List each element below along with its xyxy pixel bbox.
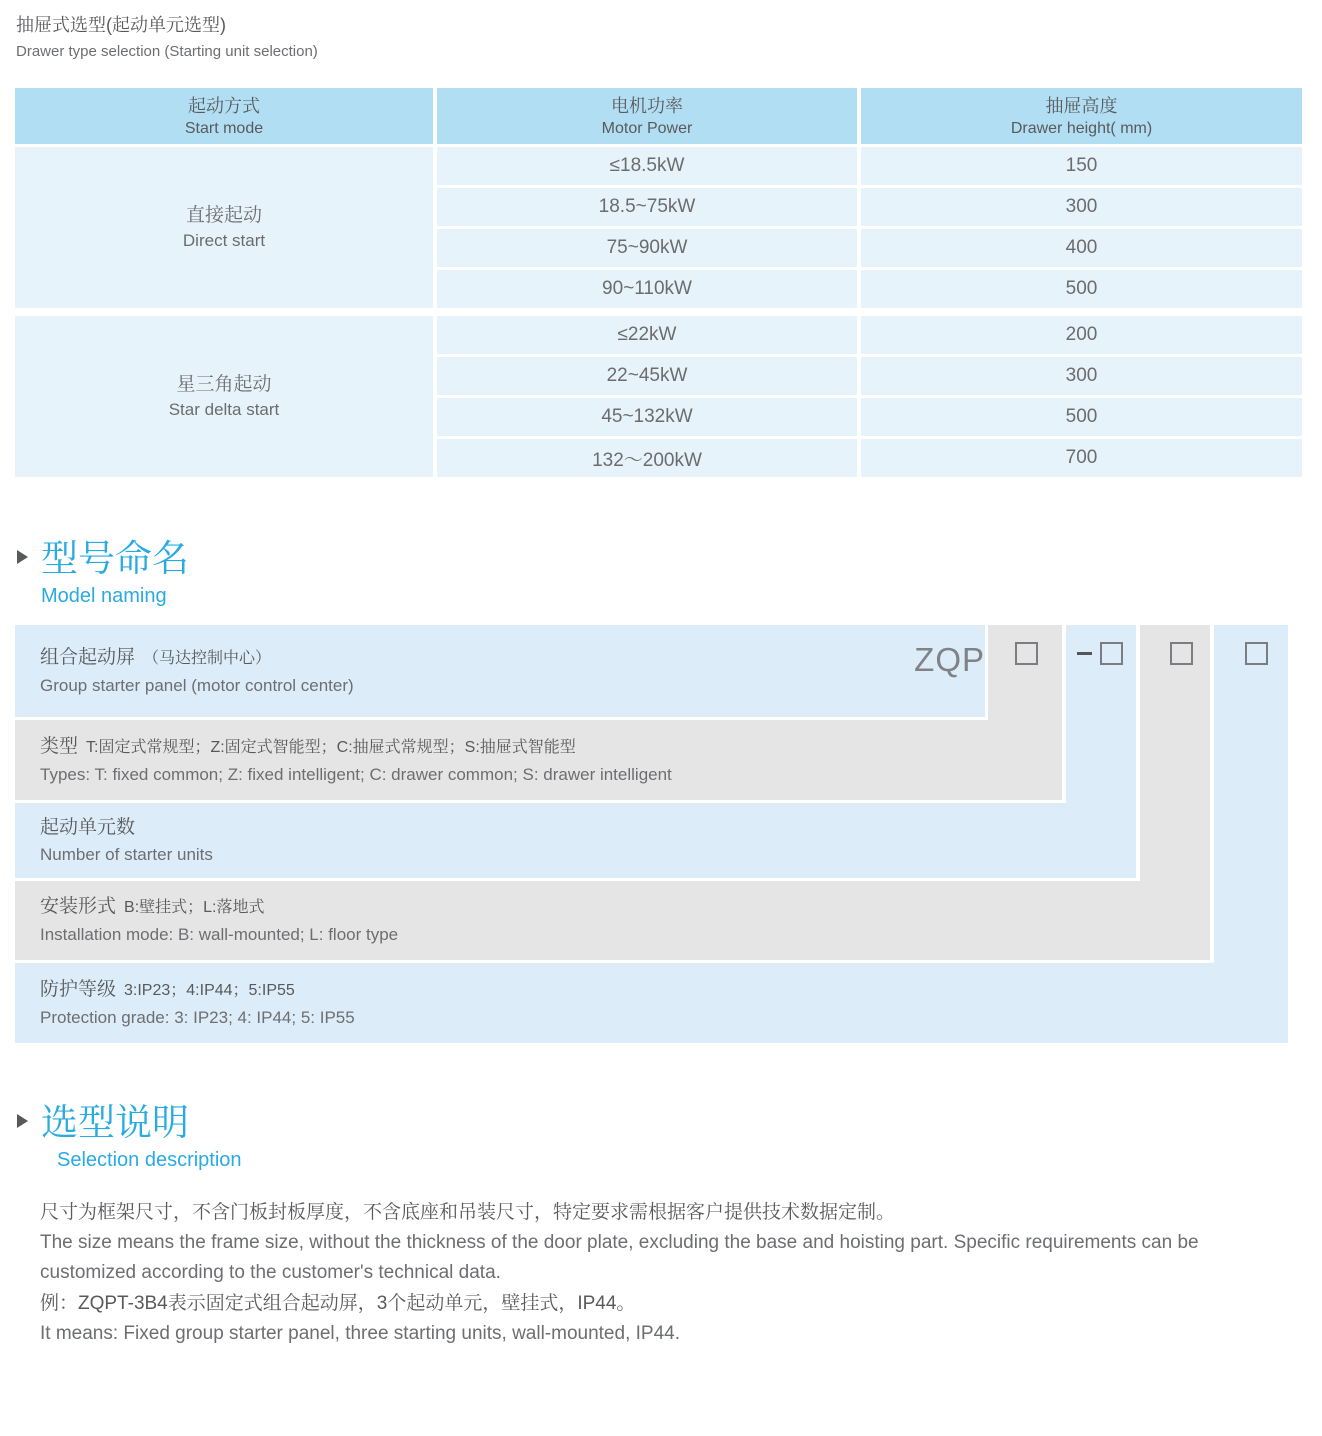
model-naming-heading [17,537,1322,609]
header-drawer-height: 抽屉高度 Drawer height( mm) [861,88,1302,144]
model-naming-diagram [15,625,1289,1043]
paragraph-en: The size means the frame size, without the thickness of the door plate, excluding the base and hoisting part. Specific requirements can be customized according to the customer's technical data. [40,1232,1199,1283]
drawer-selection-table [15,88,1305,477]
table-header-row [15,88,1305,144]
row-label-cn: 组合起动屏 [40,646,136,668]
page-title-cn: 抽屉式选型(起动单元选型) [16,15,226,35]
table-row [437,229,1302,267]
height-cell: 300 [861,188,1302,226]
table-row [437,439,1302,477]
row-label-cn: 起动单元数 [40,816,136,838]
mode-cell-star-delta: 星三角起动 Star delta start [15,316,433,477]
height-cell: 200 [861,316,1302,354]
code-box-protection [1245,642,1268,665]
code-box-units [1100,642,1123,665]
table-row [437,270,1302,308]
table-row [437,147,1302,185]
header-start-mode: 起动方式 Start mode [15,88,433,144]
height-cell: 300 [861,357,1302,395]
power-cell: 90~110kW [437,270,857,308]
row-label-en: Protection grade: 3: IP23; 4: IP44; 5: IP55 [40,1007,355,1027]
section-title-cn: 型号命名 [41,538,189,579]
selection-description-text [40,1197,1292,1349]
section-title-en: Selection description [57,1149,242,1171]
row-protection-grade [15,963,1288,1043]
page-header [0,0,1322,64]
power-cell: ≤18.5kW [437,147,857,185]
row-group-starter-panel [15,625,985,717]
power-cell: 75~90kW [437,229,857,267]
paragraph-en: It means: Fixed group starter panel, three starting units, wall-mounted, IP44. [40,1323,680,1344]
power-cell: ≤22kW [437,316,857,354]
height-cell: 700 [861,439,1302,477]
paragraph-cn: 例：ZQPT-3B4表示固定式组合起动屏，3个起动单元，壁挂式，IP44。 [40,1293,636,1314]
paragraph-cn: 尺寸为框架尺寸，不含门板封板厚度，不含底座和吊装尺寸，特定要求需根据客户提供技术数据定制。 [40,1202,896,1223]
power-cell: 45~132kW [437,398,857,436]
row-label-en: Group starter panel (motor control center) [40,675,354,695]
code-dash [1077,652,1092,655]
section-title-en: Model naming [41,585,167,607]
triangle-icon [17,1114,28,1128]
row-detail-cn: （马达控制中心） [143,649,272,667]
code-box-installation [1170,642,1193,665]
row-detail-cn: B:壁挂式；L:落地式 [124,899,265,916]
row-starter-units [15,803,1136,878]
triangle-icon [17,550,28,564]
header-motor-power: 电机功率 Motor Power [437,88,857,144]
power-cell: 132～200kW [437,439,857,477]
table-row [437,316,1302,354]
height-cell: 150 [861,147,1302,185]
code-box-type [1015,642,1038,665]
mode-cell-direct-start: 直接起动 Direct start [15,147,433,308]
power-cell: 18.5~75kW [437,188,857,226]
table-group-direct-start [15,147,1305,308]
row-label-cn: 类型 [40,735,79,757]
table-row [437,188,1302,226]
row-label-en: Number of starter units [40,844,213,864]
row-label-en: Installation mode: B: wall-mounted; L: floor type [40,925,399,944]
height-cell: 500 [861,398,1302,436]
row-label-cn: 防护等级 [40,978,117,1000]
section-title-cn: 选型说明 [41,1102,189,1143]
row-label-en: Types: T: fixed common; Z: fixed intelligent; C: drawer common; S: drawer intelligent [40,764,672,784]
height-cell: 500 [861,270,1302,308]
row-detail-cn: 3:IP23；4:IP44；5:IP55 [124,981,295,999]
power-cell: 22~45kW [437,357,857,395]
table-group-star-delta [15,316,1305,477]
table-row [437,398,1302,436]
row-label-cn: 安装形式 [40,896,117,917]
row-detail-cn: T:固定式常规型；Z:固定式智能型；C:抽屉式常规型；S:抽屉式智能型 [86,738,576,756]
row-type [15,720,1062,800]
height-cell: 400 [861,229,1302,267]
row-installation-mode [15,881,1210,960]
selection-description-heading [17,1101,1322,1173]
table-row [437,357,1302,395]
page-title-en: Drawer type selection (Starting unit selection) [16,43,318,60]
model-code-prefix: ZQP [914,641,985,678]
